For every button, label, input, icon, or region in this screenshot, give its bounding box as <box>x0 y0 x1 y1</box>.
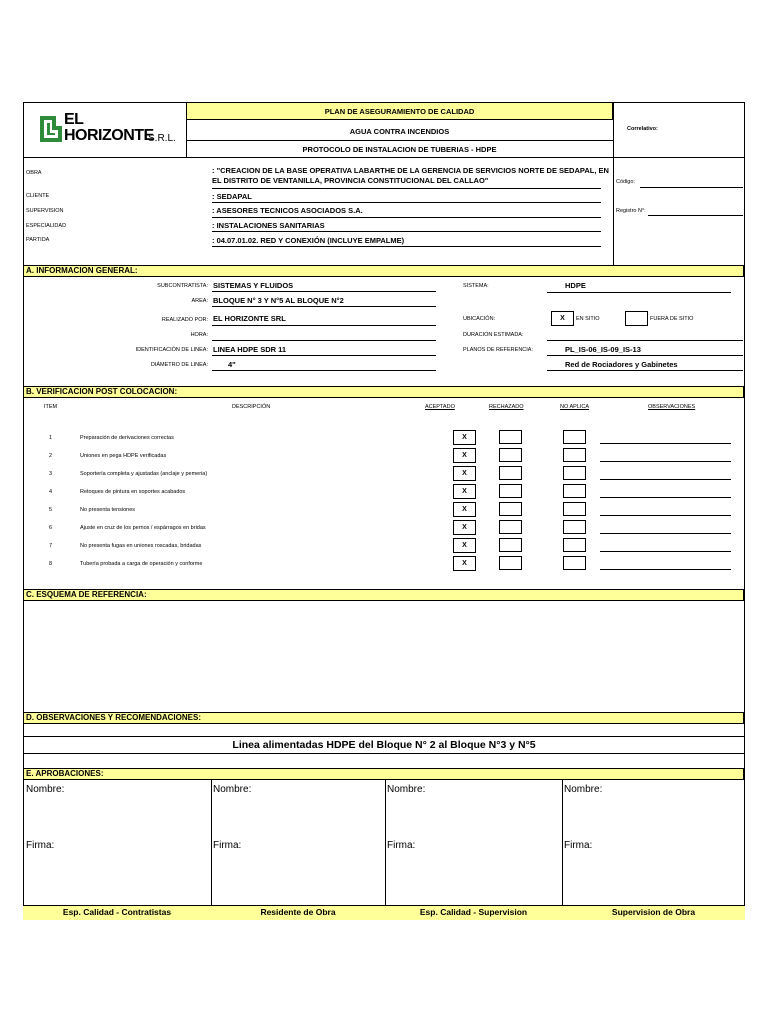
item-description: No presenta tensiones <box>80 507 136 513</box>
title-plan-calidad: PLAN DE ASEGURAMIENTO DE CALIDAD <box>186 102 613 120</box>
en-sitio-label: EN SITIO <box>576 316 600 322</box>
especialidad-value: : INSTALACIONES SANITARIAS <box>212 221 325 230</box>
item-description: Retoques de pintura en soportes acabados <box>80 489 186 495</box>
subcontratista-label: SUBCONTRATISTA: <box>157 283 208 289</box>
correlativo-label: Correlativo: <box>627 126 658 132</box>
title-agua-contra-incendios: AGUA CONTRA INCENDIOS <box>349 127 450 136</box>
sistema-label: SISTEMA: <box>463 283 489 289</box>
observacion-line[interactable] <box>600 497 731 498</box>
rechazado-checkbox[interactable] <box>499 484 522 498</box>
role-supervision-obra: Supervision de Obra <box>611 907 696 917</box>
aceptado-checkbox[interactable]: X <box>453 466 476 481</box>
supervision-label: SUPERVISION <box>26 208 64 214</box>
codigo-label: Código: <box>616 179 635 185</box>
item-number: 7 <box>49 543 53 549</box>
rechazado-checkbox[interactable] <box>499 502 522 516</box>
cliente-value: : SEDAPAL <box>212 192 252 201</box>
observacion-line[interactable] <box>600 443 731 444</box>
noaplica-checkbox[interactable] <box>563 430 586 444</box>
rechazado-checkbox[interactable] <box>499 520 522 534</box>
nombre-label: Nombre: <box>213 784 252 795</box>
area-value: BLOQUE N° 3 Y N°5 AL BLOQUE N°2 <box>213 296 344 305</box>
item-number: 8 <box>49 561 53 567</box>
observacion-line[interactable] <box>600 461 731 462</box>
company-logo <box>38 112 178 152</box>
col-noaplica-header: NO APLICA <box>560 404 590 410</box>
noaplica-checkbox[interactable] <box>563 556 586 570</box>
fuera-sitio-checkbox[interactable] <box>625 311 648 326</box>
role-residente-obra: Residente de Obra <box>260 907 336 917</box>
rechazado-checkbox[interactable] <box>499 556 522 570</box>
noaplica-checkbox[interactable] <box>563 538 586 552</box>
logo-mark-icon <box>38 114 64 144</box>
rechazado-checkbox[interactable] <box>499 466 522 480</box>
diametro-value: 4" <box>228 360 236 369</box>
item-number: 2 <box>49 453 53 459</box>
subcontratista-value: SISTEMAS Y FLUIDOS <box>213 281 294 290</box>
col-aceptado-header: ACEPTADO <box>425 404 455 410</box>
hora-label: HORA: <box>190 332 208 338</box>
identificacion-label: IDENTIFICACIÓN DE LINEA: <box>135 347 208 353</box>
area-label: AREA: <box>191 298 208 304</box>
item-number: 1 <box>49 435 53 441</box>
item-number: 6 <box>49 525 53 531</box>
ubicacion-label: UBICACIÓN: <box>463 316 496 322</box>
observacion-line[interactable] <box>600 569 731 570</box>
esquema-area[interactable] <box>24 601 744 711</box>
especialidad-label: ESPECIALIDAD <box>26 223 67 229</box>
aceptado-checkbox[interactable]: X <box>453 556 476 571</box>
realizado-value: EL HORIZONTE SRL <box>213 314 286 323</box>
red-value: Red de Rociadores y Gabinetes <box>565 360 678 369</box>
noaplica-checkbox[interactable] <box>563 466 586 480</box>
nombre-label: Nombre: <box>26 784 65 795</box>
role-esp-calidad-supervision: Esp. Calidad - Supervision <box>419 907 528 917</box>
en-sitio-checkbox[interactable]: X <box>551 311 574 326</box>
supervision-value: : ASESORES TECNICOS ASOCIADOS S.A. <box>212 206 363 215</box>
logo-line2: HORIZONTE <box>64 127 154 144</box>
section-d-header: D. OBSERVACIONES Y RECOMENDACIONES: <box>23 712 744 724</box>
section-e-header: E. APROBACIONES: <box>23 768 744 780</box>
observaciones-text: Linea alimentadas HDPE del Bloque N° 2 al Bloque N°3 y N°5 <box>232 739 536 751</box>
observacion-line[interactable] <box>600 533 731 534</box>
rechazado-checkbox[interactable] <box>499 538 522 552</box>
firma-label: Firma: <box>564 840 593 851</box>
identificacion-value: LINEA HDPE SDR 11 <box>213 345 287 354</box>
nombre-label: Nombre: <box>387 784 426 795</box>
section-b-header: B. VERIFICACION POST COLOCACION: <box>23 386 744 398</box>
planos-label: PLANOS DE REFERENCIA: <box>463 347 533 353</box>
title-protocolo: PROTOCOLO DE INSTALACION DE TUBERIAS - HDPE <box>302 145 497 154</box>
firma-label: Firma: <box>213 840 242 851</box>
col-item-header: ITEM <box>44 404 58 410</box>
firma-label: Firma: <box>26 840 55 851</box>
obra-label: OBRA <box>26 170 42 176</box>
observacion-line[interactable] <box>600 515 731 516</box>
aceptado-checkbox[interactable]: X <box>453 520 476 535</box>
item-description: Tubería probada a carga de operación y conforme <box>80 561 203 567</box>
item-description: Uniones en pega HDPE verificadas <box>80 453 167 459</box>
duracion-label: DURACION ESTIMADA: <box>463 332 524 338</box>
item-description: No presenta fugas en uniones roscadas, bridadas <box>80 543 202 549</box>
diametro-label: DIÁMETRO DE LINEA: <box>150 362 208 368</box>
realizado-label: REALIZADO POR: <box>161 317 208 323</box>
section-c-header: C. ESQUEMA DE REFERENCIA: <box>23 589 744 601</box>
observacion-line[interactable] <box>600 479 731 480</box>
observacion-line[interactable] <box>600 551 731 552</box>
logo-suffix: S.R.L. <box>148 133 176 144</box>
item-number: 3 <box>49 471 53 477</box>
item-number: 4 <box>49 489 53 495</box>
noaplica-checkbox[interactable] <box>563 520 586 534</box>
aceptado-checkbox[interactable]: X <box>453 502 476 517</box>
role-esp-calidad-contratistas: Esp. Calidad - Contratistas <box>62 907 172 917</box>
item-description: Ajuste en cruz de los pernos / espárragos en bridas <box>80 525 206 531</box>
cliente-label: CLIENTE <box>26 193 50 199</box>
noaplica-checkbox[interactable] <box>563 484 586 498</box>
firma-label: Firma: <box>387 840 416 851</box>
section-a-header: A. INFORMACION GENERAL: <box>23 265 744 277</box>
planos-value: PL_IS-06_IS-09_IS-13 <box>565 345 641 354</box>
col-desc-header: DESCRIPCIÓN <box>232 404 271 410</box>
registro-label: Registro N°: <box>616 208 646 214</box>
noaplica-checkbox[interactable] <box>563 448 586 462</box>
col-rechazado-header: RECHAZADO <box>489 404 524 410</box>
rechazado-checkbox[interactable] <box>499 448 522 462</box>
aceptado-checkbox[interactable]: X <box>453 538 476 553</box>
nombre-label: Nombre: <box>564 784 603 795</box>
aceptado-checkbox[interactable]: X <box>453 430 476 445</box>
item-description: Soportería completa y ajustadas (anclaje y pemeria) <box>80 471 208 477</box>
aceptado-checkbox[interactable]: X <box>453 484 476 499</box>
obra-value: : "CREACION DE LA BASE OPERATIVA LABARTHE DE LA GERENCIA DE SERVICIOS NORTE DE SEDAPAL, EN EL DISTRITO DE VENTANILLA, PROVINCIA CONSTITUCIONAL DEL CALLAO" <box>212 166 609 185</box>
logo-line1: EL <box>64 111 84 128</box>
fuera-sitio-label: FUERA DE SITIO <box>650 316 694 322</box>
item-number: 5 <box>49 507 53 513</box>
sistema-value: HDPE <box>565 281 586 290</box>
item-description: Preparación de derivaciones correctas <box>80 435 174 441</box>
partida-value: : 04.07.01.02. RED Y CONEXIÓN (INCLUYE EMPALME) <box>212 236 405 245</box>
rechazado-checkbox[interactable] <box>499 430 522 444</box>
aceptado-checkbox[interactable]: X <box>453 448 476 463</box>
col-obs-header: OBSERVACIONES <box>648 404 696 410</box>
noaplica-checkbox[interactable] <box>563 502 586 516</box>
partida-label: PARTIDA <box>26 237 50 243</box>
